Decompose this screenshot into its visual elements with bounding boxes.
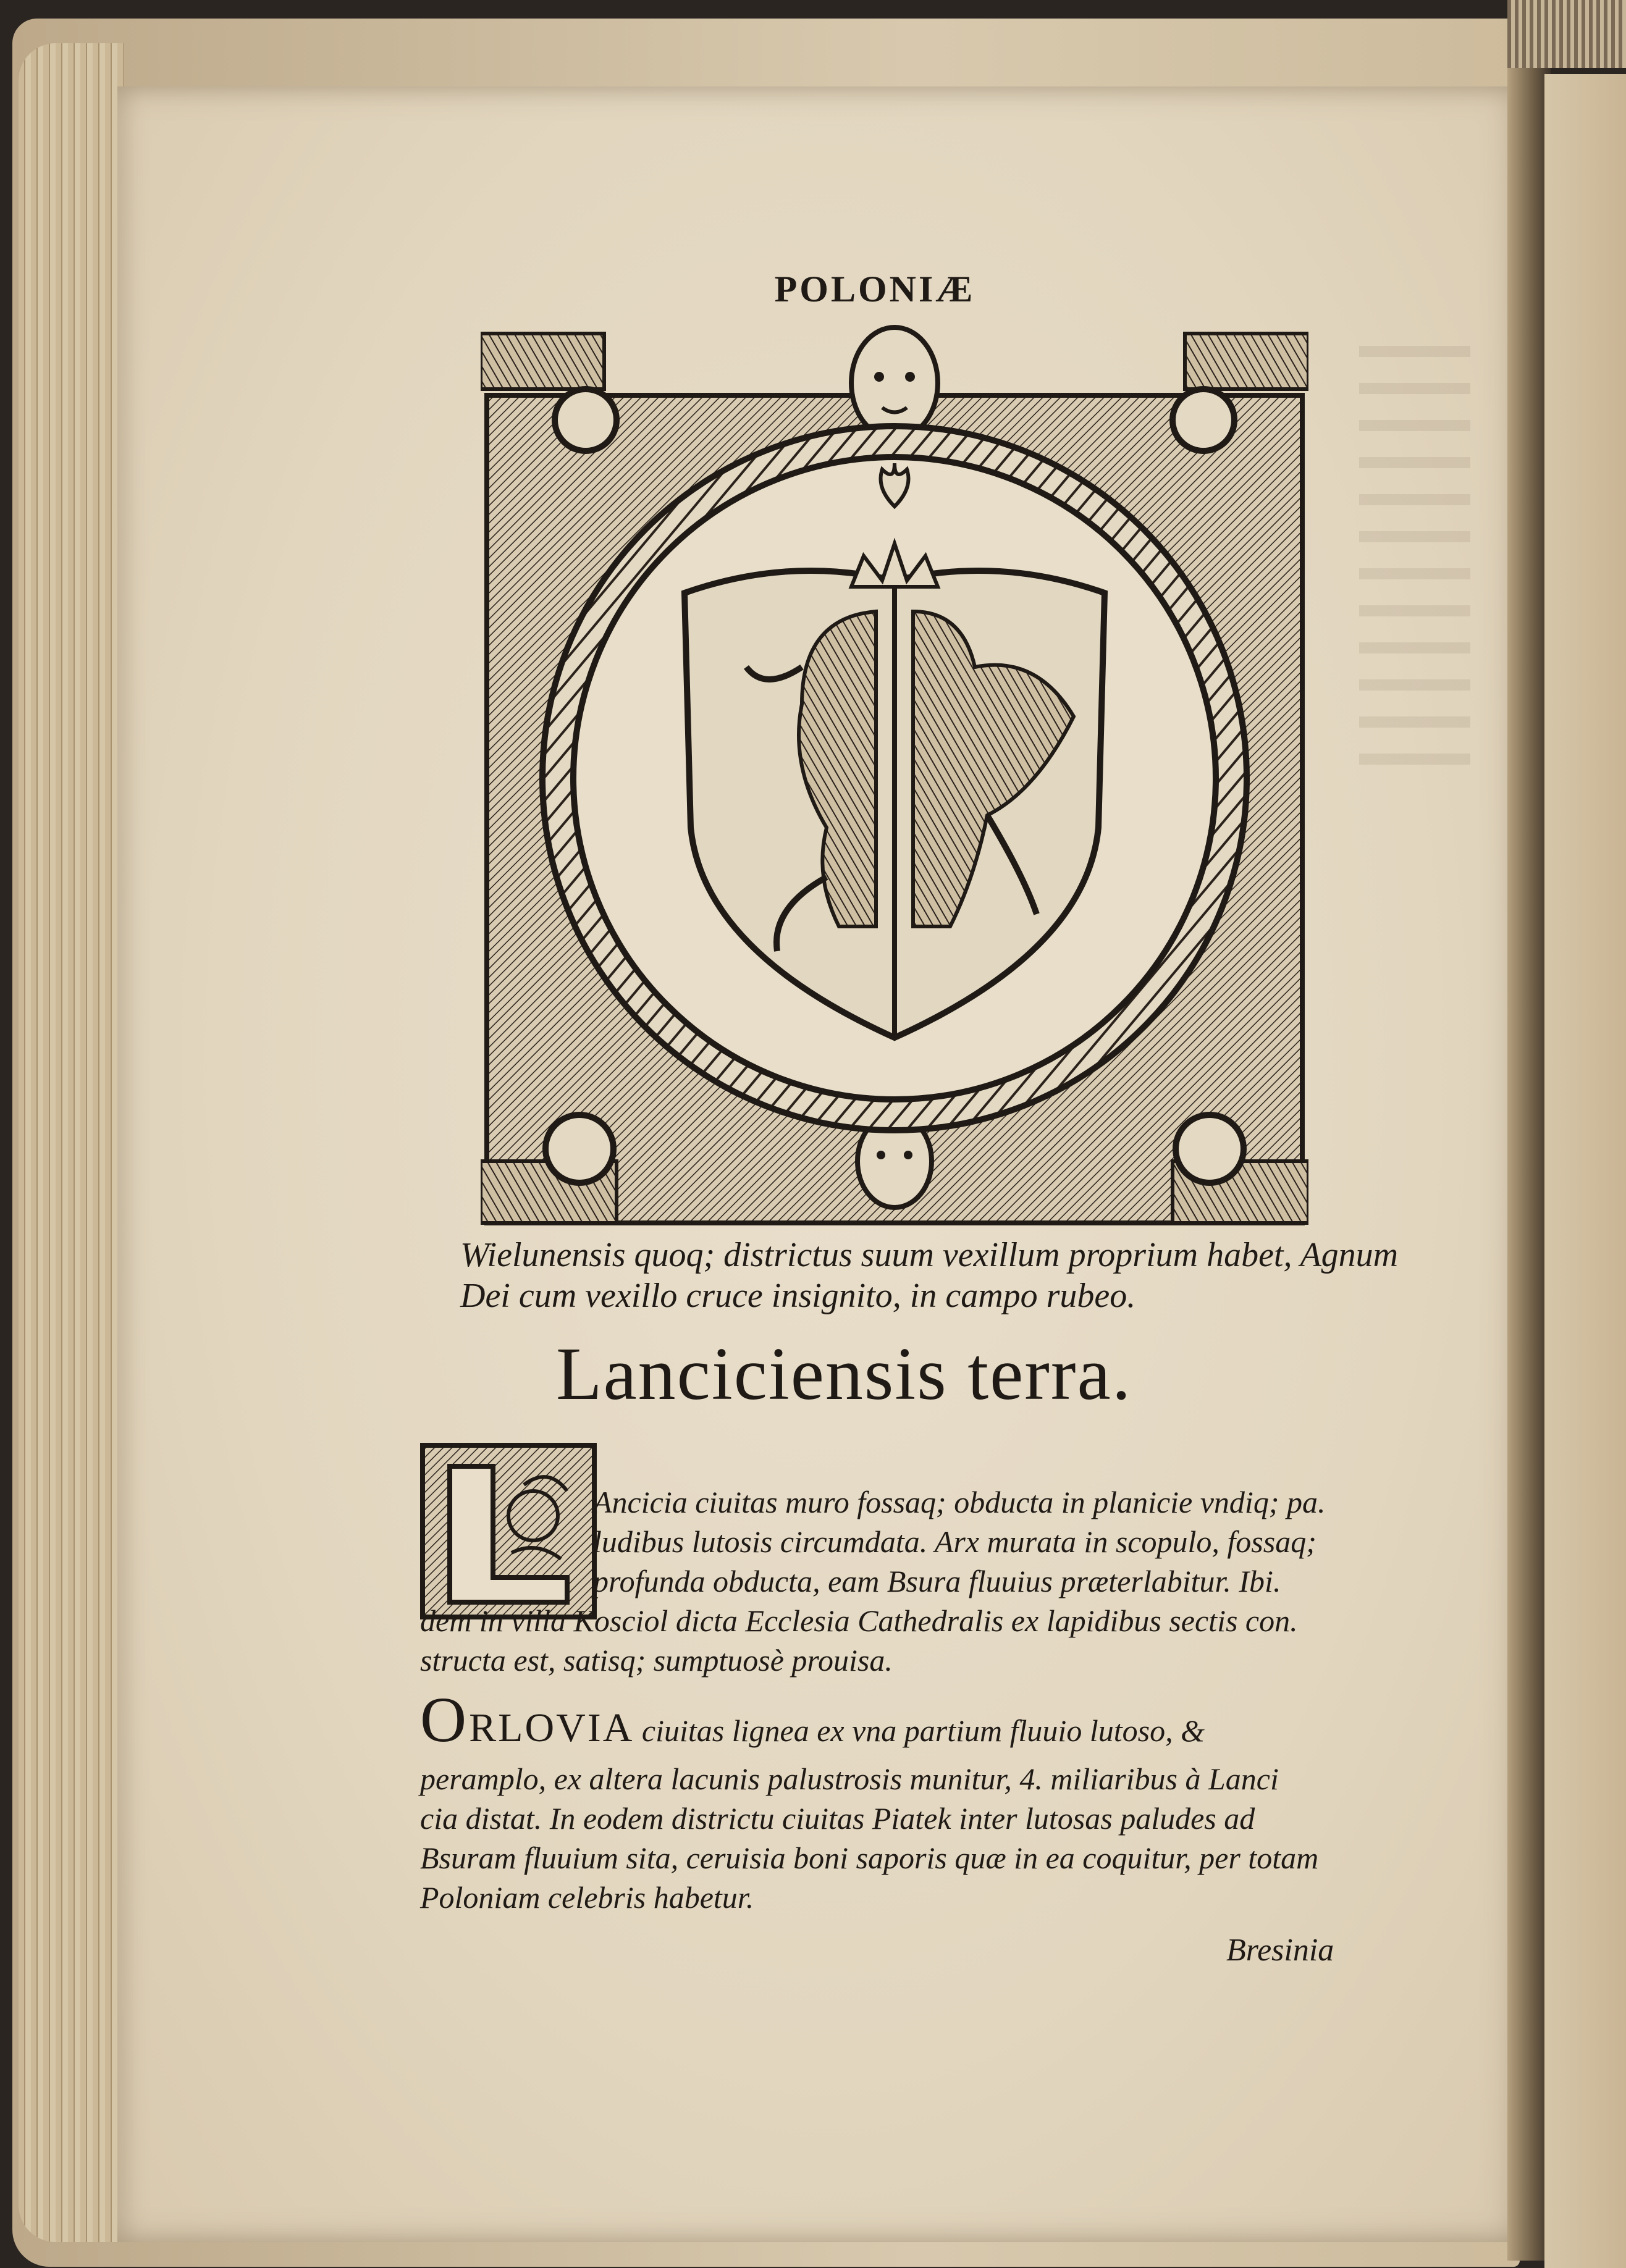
bleed-through-texture bbox=[1359, 346, 1470, 778]
para2-initial-rest: RLOVIA bbox=[469, 1705, 634, 1750]
para1-line-1: Ancicia ciuitas muro fossaq; obducta in planicie vndiq; pa. bbox=[593, 1485, 1326, 1519]
para2-line-2: peramplo, ex altera lacunis palustrosis munitur, 4. miliaribus à Lanci bbox=[420, 1762, 1279, 1796]
para2-line-1 bbox=[420, 1686, 1371, 1765]
decorated-initial bbox=[420, 1443, 597, 1619]
para1-line-3: profunda obducta, eam Bsura fluuius præterlabitur. Ibi. bbox=[593, 1564, 1281, 1598]
para2-line-3: cia distat. In eodem districtu ciuitas Piatek inter lutosas paludes ad bbox=[420, 1801, 1255, 1836]
para2-initial-big: O bbox=[420, 1684, 470, 1755]
page-edges bbox=[19, 43, 124, 2242]
para2-first-line-rest: ciuitas lignea ex vna partium fluuio lutoso, & bbox=[634, 1713, 1205, 1748]
facing-page-edge bbox=[1544, 74, 1626, 2268]
catchword: Bresinia bbox=[1226, 1933, 1334, 1968]
para1-line-4: dem in villa Kosciol dicta Ecclesia Cathedralis ex lapidibus sectis con. bbox=[420, 1603, 1298, 1638]
running-title: POLONIÆ bbox=[774, 269, 975, 309]
woodcut-illustration bbox=[481, 321, 1308, 1229]
woodcut-caption-line-2: Dei cum vexillo cruce insignito, in campo rubeo. bbox=[460, 1277, 1136, 1315]
woodcut-caption-line-1: Wielunensis quoq; districtus suum vexillum proprium habet, Agnum bbox=[460, 1236, 1399, 1274]
para2-line-4: Bsuram fluuium sita, ceruisia boni saporis quæ in ea coquitur, per totam bbox=[420, 1841, 1319, 1875]
para1-line-5: structa est, satisq; sumptuosè prouisa. bbox=[420, 1643, 893, 1678]
decorated-initial-illustration bbox=[425, 1448, 592, 1615]
binding-edge bbox=[1507, 0, 1626, 68]
coat-of-arms-woodcut bbox=[481, 321, 1308, 1229]
para2-line-5: Poloniam celebris habetur. bbox=[420, 1880, 754, 1915]
section-title: Lanciciensis terra. bbox=[556, 1332, 1132, 1416]
para1-line-2: ludibus lutosis circumdata. Arx murata in scopulo, fossaq; bbox=[593, 1524, 1316, 1559]
